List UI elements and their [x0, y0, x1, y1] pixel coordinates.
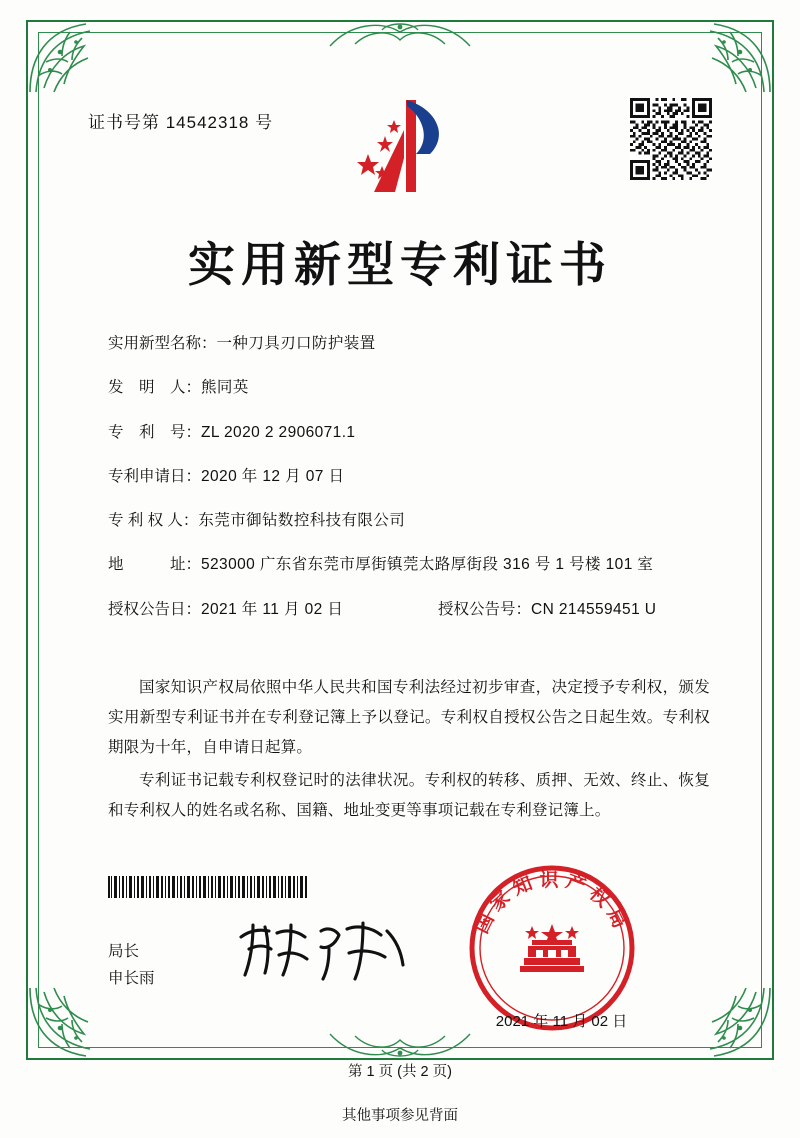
field-grant-number — [438, 598, 656, 621]
seal-date: 2021 年 11 月 02 日 — [495, 1013, 628, 1030]
field-address — [108, 553, 710, 576]
cnipa-logo-icon — [350, 92, 460, 197]
director-name: 申长雨 — [108, 970, 155, 988]
handwritten-signature — [235, 915, 410, 987]
field-label: 授权公告号： — [438, 600, 532, 618]
field-value: 一种刀具刃口防护装置 — [216, 335, 376, 352]
field-value: 2021 年 11 月 02 日 — [201, 600, 344, 618]
field-label: 实用新型名称： — [108, 335, 217, 352]
official-seal — [466, 862, 638, 1034]
footnote: 其他事项参见背面 — [342, 1108, 458, 1124]
field-label: 授权公告日： — [108, 600, 202, 618]
qr-code — [630, 98, 712, 180]
fields-block — [108, 332, 710, 642]
legal-text-block — [108, 672, 710, 827]
svg-text:国家知识产权局: 国家知识产权局 — [470, 869, 634, 937]
field-label: 专 利 号： — [108, 423, 202, 441]
field-patentee — [108, 509, 710, 532]
field-application-date — [108, 465, 710, 488]
page-title: 实用新型专利证书 — [188, 238, 612, 293]
field-value: 东莞市御钻数控科技有限公司 — [198, 512, 406, 529]
edge-ornament-top — [150, 18, 650, 52]
field-value: 熊同英 — [201, 379, 249, 397]
paragraph: 国家知识产权局依照中华人民共和国专利法经过初步审查，决定授予专利权，颁发实用新型专利证书并在专利登记簿上予以登记。专利权自授权公告之日起生效。专利权期限为十年，自申请日起算。 — [108, 678, 710, 757]
paragraph: 专利证书记载专利权登记时的法律状况。专利权的转移、质押、无效、终止、恢复和专利权人的姓名或名称、国籍、地址变更等事项记载在专利登记簿上。 — [108, 770, 710, 819]
field-label: 发 明 人： — [108, 379, 202, 397]
barcode — [108, 876, 308, 898]
field-inventor — [108, 376, 710, 399]
field-value: ZL 2020 2 2906071.1 — [201, 423, 356, 441]
field-patent-number — [108, 421, 710, 444]
field-grant-row — [108, 598, 710, 621]
certificate-number: 证书号第 14542318 号 — [88, 113, 274, 132]
field-label: 地 址： — [108, 556, 202, 574]
signature-block — [108, 938, 155, 992]
field-value: 523000 广东省东莞市厚街镇莞太路厚街段 316 号 1 号楼 101 室 — [201, 556, 654, 574]
field-label: 专利申请日： — [108, 467, 202, 485]
page-indicator: 第 1 页 (共 2 页) — [348, 1064, 452, 1080]
field-grant-date — [108, 598, 438, 621]
director-title: 局长 — [108, 943, 140, 960]
field-utility-model-name — [108, 332, 710, 355]
field-value: 2020 年 12 月 07 日 — [201, 467, 345, 485]
field-value: CN 214559451 U — [531, 600, 657, 618]
field-label: 专 利 权 人： — [108, 512, 199, 529]
